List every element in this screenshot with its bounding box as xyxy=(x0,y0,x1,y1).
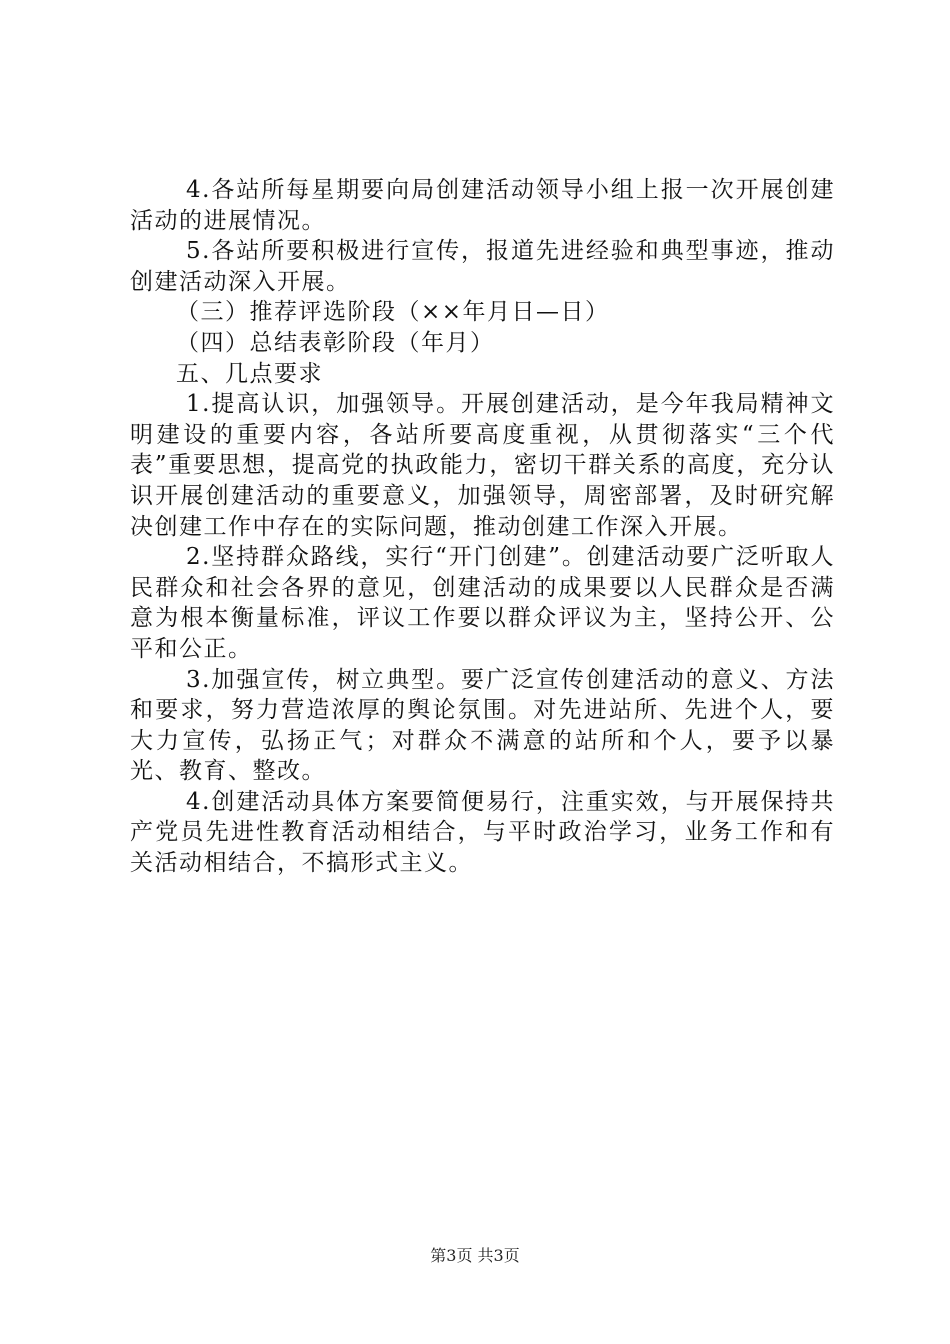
paragraph-item-5-publicity: 5.各站所要积极进行宣传，报道先进经验和典型事迹，推动创建活动深入开展。 xyxy=(130,238,835,295)
paragraph-stage-four-heading: （四）总结表彰阶段（年月） xyxy=(176,329,495,356)
document-body xyxy=(130,175,835,879)
paragraph-stage-three-heading: （三）推荐评选阶段（××年月日—日） xyxy=(176,299,610,326)
paragraph-item-4-report: 4.各站所每星期要向局创建活动领导小组上报一次开展创建活动的进展情况。 xyxy=(130,177,835,234)
requirement-3-paragraph: 3.加强宣传，树立典型。要广泛宣传创建活动的意义、方法和要求，努力营造浓厚的舆论氛围。对先进站所、先进个人，要大力宣传，弘扬正气；对群众不满意的站所和个人，要予以暴光、教育、整改。 xyxy=(130,666,835,785)
requirement-1-paragraph: 1.提高认识，加强领导。开展创建活动，是今年我局精神文明建设的重要内容，各站所要高度重视，从贯彻落实“三个代表”重要思想，提高党的执政能力，密切干群关系的高度，充分认识开展创建活动的重要意义，加强领导，周密部署，及时研究解决创建工作中存在的实际问题，推动创建工作深入开展。 xyxy=(130,391,835,540)
requirement-4-paragraph: 4.创建活动具体方案要简便易行，注重实效，与开展保持共产党员先进性教育活动相结合，与平时政治学习，业务工作和有关活动相结合，不搞形式主义。 xyxy=(130,788,835,877)
section-five-heading: 五、几点要求 xyxy=(176,360,323,387)
requirement-2-paragraph: 2.坚持群众路线，实行“开门创建”。创建活动要广泛听取人民群众和社会各界的意见，创建活动的成果要以人民群众是否满意为根本衡量标准，评议工作要以群众评议为主，坚持公开、公平和公正。 xyxy=(130,544,835,662)
page-number-footer: 第3页 共3页 xyxy=(430,1246,520,1265)
